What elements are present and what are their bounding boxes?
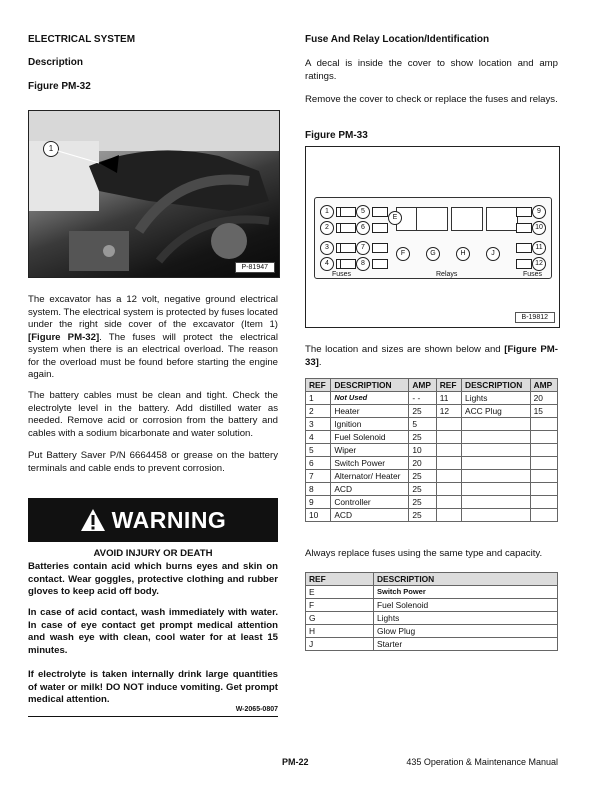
fuse-ref-G: G bbox=[426, 247, 440, 261]
fuse-table bbox=[305, 378, 558, 522]
table-row bbox=[306, 586, 558, 599]
caption-relays: Relays bbox=[436, 271, 458, 278]
table-cell: Fuel Solenoid bbox=[374, 599, 558, 612]
table-row bbox=[306, 625, 558, 638]
table-cell: ACC Plug bbox=[462, 405, 531, 418]
table-cell: 20 bbox=[409, 457, 436, 470]
fuse-ref-9: 9 bbox=[532, 205, 546, 219]
fuse-ref-1: 1 bbox=[320, 205, 334, 219]
table-cell: 25 bbox=[409, 405, 436, 418]
table-row bbox=[306, 392, 558, 405]
table-cell bbox=[462, 496, 531, 509]
table-cell: 25 bbox=[409, 509, 436, 522]
table-cell: Wiper bbox=[331, 444, 409, 457]
fuse-ref-5: 5 bbox=[356, 205, 370, 219]
table-cell: Switch Power bbox=[374, 586, 558, 599]
table-cell: Switch Power bbox=[331, 457, 409, 470]
table-cell: Glow Plug bbox=[374, 625, 558, 638]
table-cell bbox=[462, 509, 531, 522]
table-cell: 25 bbox=[409, 431, 436, 444]
table-cell: Ignition bbox=[331, 418, 409, 431]
figure-label-pm33: Figure PM-33 bbox=[305, 130, 368, 141]
table-cell: 6 bbox=[306, 457, 331, 470]
table-cell bbox=[436, 431, 461, 444]
relay-slot-top bbox=[486, 207, 518, 231]
table-row bbox=[306, 612, 558, 625]
fuse-ref-J: J bbox=[486, 247, 500, 261]
fuse-slot-10 bbox=[516, 223, 532, 233]
fuse-slot-6 bbox=[372, 223, 388, 233]
battery-saver-paragraph: Put Battery Saver P/N 6664458 or grease on the battery terminals and cable ends to prevent corrosion. bbox=[28, 450, 278, 474]
warning-heading: AVOID INJURY OR DEATH bbox=[93, 548, 213, 559]
table-cell: 10 bbox=[306, 509, 331, 522]
table-cell: 11 bbox=[436, 392, 461, 405]
callout-1: 1 bbox=[43, 141, 59, 157]
table-cell bbox=[530, 496, 557, 509]
fuse-slot-5 bbox=[372, 207, 388, 217]
relay-slot-top bbox=[416, 207, 448, 231]
figure-tag: P-81947 bbox=[235, 262, 275, 273]
table-cell: Fuel Solenoid bbox=[331, 431, 409, 444]
fuse-ref-H: H bbox=[456, 247, 470, 261]
remove-cover-paragraph: Remove the cover to check or replace the fuses and relays. bbox=[305, 94, 558, 105]
table-cell: 7 bbox=[306, 470, 331, 483]
table-cell: 10 bbox=[409, 444, 436, 457]
table-cell bbox=[436, 509, 461, 522]
fuse-ref-10: 10 bbox=[532, 221, 546, 235]
fuse-ref-E: E bbox=[388, 211, 402, 225]
table-cell: 20 bbox=[530, 392, 557, 405]
section-title: ELECTRICAL SYSTEM bbox=[28, 34, 136, 45]
fuse-ref-12: 12 bbox=[532, 257, 546, 271]
fuse-slot-12 bbox=[516, 259, 532, 269]
table-cell bbox=[436, 496, 461, 509]
relay-table bbox=[305, 572, 558, 651]
warning-text-2: In case of acid contact, wash immediately with water. In case of eye contact get prompt medical attention and wash eye with clean, cool water for at least 15 minutes. bbox=[28, 607, 278, 656]
warning-label: WARNING bbox=[111, 506, 227, 533]
table-cell: - - bbox=[409, 392, 436, 405]
fuse-diagram bbox=[305, 146, 560, 328]
caption-fuses-left: Fuses bbox=[332, 271, 352, 278]
table-cell: 1 bbox=[306, 392, 331, 405]
table-cell: Controller bbox=[331, 496, 409, 509]
table-cell: ACD bbox=[331, 483, 409, 496]
table-cell bbox=[530, 444, 557, 457]
fuse-slot-8 bbox=[372, 259, 388, 269]
table-cell: Not Used bbox=[331, 392, 409, 405]
table-cell: 3 bbox=[306, 418, 331, 431]
warning-triangle-icon bbox=[80, 508, 106, 532]
replace-fuses-note: Always replace fuses using the same type and capacity. bbox=[305, 548, 543, 559]
fuse-slot-6b bbox=[340, 223, 356, 233]
warning-banner bbox=[28, 498, 278, 542]
page-number: PM-22 bbox=[282, 757, 309, 767]
fuse-slot-9 bbox=[516, 207, 532, 217]
callout-leader-line bbox=[29, 111, 279, 277]
warning-text-3: If electrolyte is taken internally drink large quantities of water or milk! DO NOT induce vomiting. Get prompt medical attention. bbox=[28, 669, 278, 705]
warning-code: W-2065-0807 bbox=[235, 706, 278, 713]
table-cell: G bbox=[306, 612, 374, 625]
table-cell: 9 bbox=[306, 496, 331, 509]
table-cell: Lights bbox=[374, 612, 558, 625]
decal-paragraph: A decal is inside the cover to show location and amp ratings. bbox=[305, 58, 558, 82]
table-cell bbox=[436, 470, 461, 483]
table-cell bbox=[436, 444, 461, 457]
table-cell: 25 bbox=[409, 496, 436, 509]
table-cell: 5 bbox=[409, 418, 436, 431]
fuse-slot-7b bbox=[340, 243, 356, 253]
table-cell bbox=[436, 483, 461, 496]
table-cell bbox=[530, 457, 557, 470]
table-cell: 25 bbox=[409, 483, 436, 496]
table-cell: E bbox=[306, 586, 374, 599]
fuse-ref-11: 11 bbox=[532, 241, 546, 255]
table-row bbox=[306, 431, 558, 444]
fuse-table-header: REF bbox=[436, 379, 461, 392]
table-cell: 25 bbox=[409, 470, 436, 483]
table-row bbox=[306, 483, 558, 496]
relay-slot-top bbox=[451, 207, 483, 231]
fuse-table-header: AMP bbox=[530, 379, 557, 392]
table-row bbox=[306, 444, 558, 457]
table-cell: F bbox=[306, 599, 374, 612]
table-cell: 2 bbox=[306, 405, 331, 418]
fuse-table-header: REF bbox=[306, 379, 331, 392]
fuse-ref-F: F bbox=[396, 247, 410, 261]
caption-fuses-right: Fuses bbox=[523, 271, 543, 278]
fuse-ref-8: 8 bbox=[356, 257, 370, 271]
table-cell bbox=[530, 509, 557, 522]
fuse-ref-7: 7 bbox=[356, 241, 370, 255]
table-cell: Heater bbox=[331, 405, 409, 418]
fuse-ref-3: 3 bbox=[320, 241, 334, 255]
figure-tag-2: B-19812 bbox=[515, 312, 555, 323]
battery-paragraph: The battery cables must be clean and tight. Check the electrolyte level in the battery. Add distilled water as needed. Remove acid or corrosion from the battery and cables with a sodium bicarbonate and water solution. bbox=[28, 390, 278, 439]
table-row bbox=[306, 457, 558, 470]
table-cell: 5 bbox=[306, 444, 331, 457]
fuse-table-header: DESCRIPTION bbox=[462, 379, 531, 392]
table-cell bbox=[462, 418, 531, 431]
table-cell: ACD bbox=[331, 509, 409, 522]
subtitle: Description bbox=[28, 57, 84, 68]
table-cell bbox=[530, 470, 557, 483]
table-row bbox=[306, 470, 558, 483]
description-paragraph: The excavator has a 12 volt, negative ground electrical system. The electrical system is protected by fuses located under the right side cover of the excavator (Item 1) [Figure PM-32]. The fuses will protect the electrical system when there is an electrical overload. The reason for the overload must be found before starting the engine again. bbox=[28, 294, 278, 380]
engine-photo bbox=[28, 110, 280, 278]
warning-text-1: Batteries contain acid which burns eyes and skin on contact. Wear goggles, protective clothing and rubber gloves to keep acid off body. bbox=[28, 561, 278, 597]
table-cell: 8 bbox=[306, 483, 331, 496]
table-row bbox=[306, 638, 558, 651]
table-cell bbox=[530, 431, 557, 444]
table-cell: 15 bbox=[530, 405, 557, 418]
table-cell: Lights bbox=[462, 392, 531, 405]
figure-label-pm32: Figure PM-32 bbox=[28, 81, 91, 92]
fuse-table-header: DESCRIPTION bbox=[331, 379, 409, 392]
table-row bbox=[306, 418, 558, 431]
fuse-ref-4: 4 bbox=[320, 257, 334, 271]
table-cell: J bbox=[306, 638, 374, 651]
table-cell bbox=[462, 444, 531, 457]
table-row bbox=[306, 496, 558, 509]
table-cell bbox=[462, 483, 531, 496]
table-cell: Alternator/ Heater bbox=[331, 470, 409, 483]
table-cell bbox=[530, 483, 557, 496]
fuse-relay-title: Fuse And Relay Location/Identification bbox=[305, 34, 490, 45]
fuse-slot-5b bbox=[340, 207, 356, 217]
fuse-ref-2: 2 bbox=[320, 221, 334, 235]
fuse-slot-11 bbox=[516, 243, 532, 253]
table-cell: Starter bbox=[374, 638, 558, 651]
table-row bbox=[306, 599, 558, 612]
fuse-ref-6: 6 bbox=[356, 221, 370, 235]
table-cell bbox=[462, 470, 531, 483]
table-cell: 12 bbox=[436, 405, 461, 418]
relay-table-header: REF bbox=[306, 573, 374, 586]
table-row bbox=[306, 405, 558, 418]
table-cell bbox=[462, 431, 531, 444]
location-paragraph: The location and sizes are shown below and [Figure PM-33]. bbox=[305, 344, 558, 368]
table-cell bbox=[462, 457, 531, 470]
table-cell bbox=[436, 457, 461, 470]
table-cell: H bbox=[306, 625, 374, 638]
table-row bbox=[306, 509, 558, 522]
table-cell bbox=[530, 418, 557, 431]
fuse-slot-8b bbox=[340, 259, 356, 269]
fuse-slot-7 bbox=[372, 243, 388, 253]
fuse-table-header: AMP bbox=[409, 379, 436, 392]
manual-title: 435 Operation & Maintenance Manual bbox=[406, 757, 558, 767]
relay-table-header: DESCRIPTION bbox=[374, 573, 558, 586]
table-cell bbox=[436, 418, 461, 431]
table-cell: 4 bbox=[306, 431, 331, 444]
